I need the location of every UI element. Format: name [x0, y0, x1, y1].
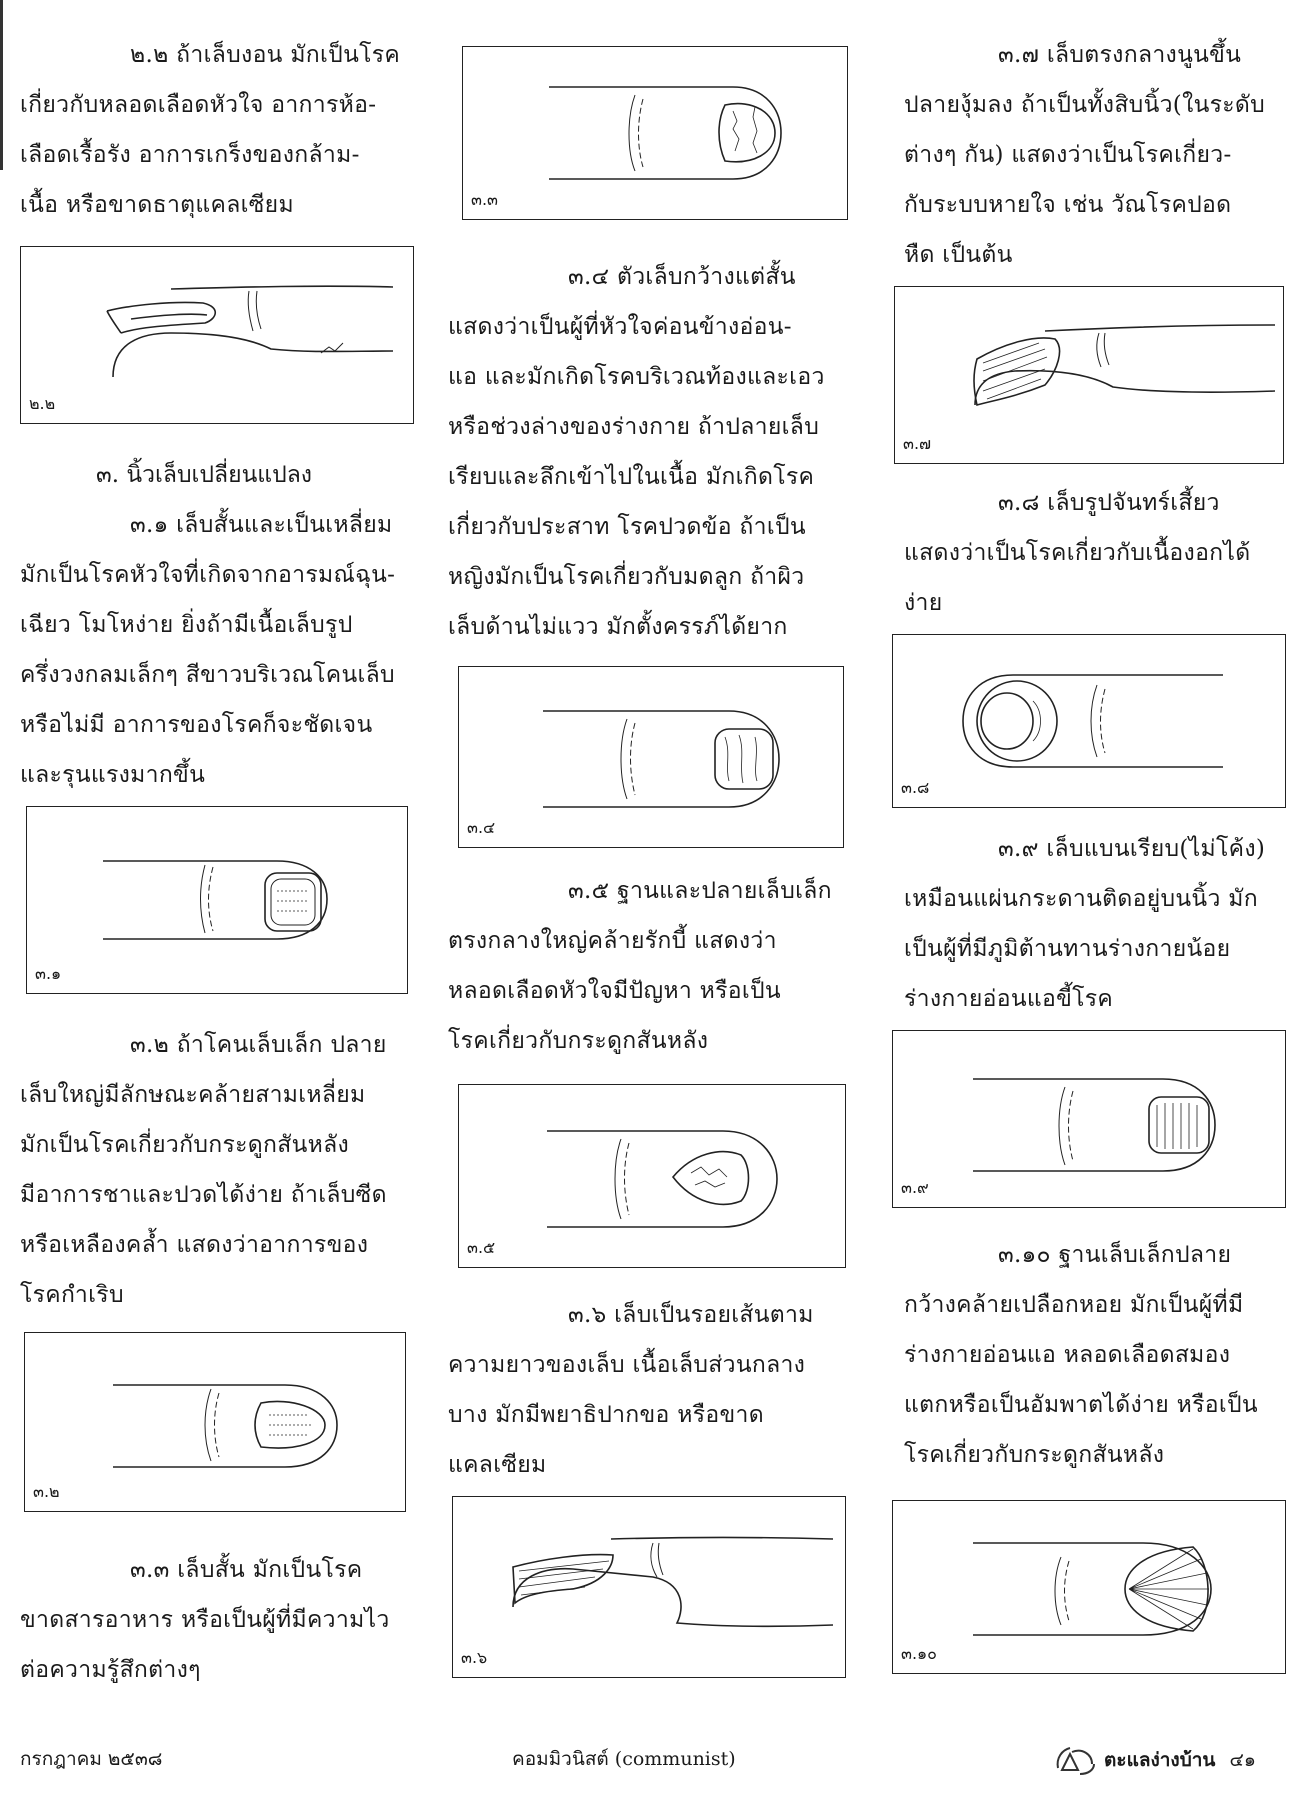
figure-label-3-8: ๓.๘ — [901, 778, 930, 797]
figure-label-2-2: ๒.๒ — [29, 394, 56, 413]
figure-3-10 — [892, 1500, 1286, 1674]
para-3-1-line-5: หรือไม่มี อาการของโรคก็จะชัดเจน — [20, 712, 373, 738]
para-3-7-line-1: ๓.๗ เล็บตรงกลางนูนขึ้น — [998, 42, 1242, 68]
footer-date: กรกฎาคม ๒๕๓๘ — [20, 1748, 163, 1770]
para-3-8-line-2: แสดงว่าเป็นโรคเกี่ยวกับเนื้องอกได้ — [904, 540, 1251, 566]
para-3-4-line-1: ๓.๔ ตัวเล็บกว้างแต่สั้น — [568, 264, 796, 290]
figure-3-2 — [24, 1332, 406, 1512]
section-heading-3: ๓. นิ้วเล็บเปลี่ยนแปลง — [96, 462, 313, 488]
para-3-2-line-2: เล็บใหญ่มีลักษณะคล้ายสามเหลี่ยม — [20, 1082, 366, 1108]
finger-illustration-3-8 — [893, 635, 1285, 807]
finger-illustration-3-10 — [893, 1501, 1285, 1673]
para-3-2-line-3: มักเป็นโรคเกี่ยวกับกระดูกสันหลัง — [20, 1132, 350, 1158]
figure-3-9 — [892, 1030, 1286, 1208]
para-3-9-line-4: ร่างกายอ่อนแอขี้โรค — [904, 986, 1114, 1012]
para-3-5-line-1: ๓.๕ ฐานและปลายเล็บเล็ก — [568, 878, 832, 904]
para-3-4-line-3: แอ และมักเกิดโรคบริเวณท้องและเอว — [448, 364, 825, 390]
recycle-logo-icon — [1052, 1744, 1098, 1778]
finger-illustration-3-4 — [459, 667, 843, 847]
para-3-2-line-1: ๓.๒ ถ้าโคนเล็บเล็ก ปลาย — [130, 1032, 387, 1058]
para-3-7-line-4: กับระบบหายใจ เช่น วัณโรคปอด — [904, 192, 1232, 218]
para-3-7-line-5: หืด เป็นต้น — [904, 242, 1013, 268]
para-3-1-line-2: มักเป็นโรคหัวใจที่เกิดจากอารมณ์ฉุน- — [20, 562, 396, 588]
para-3-3-line-1: ๓.๓ เล็บสั้น มักเป็นโรค — [130, 1557, 363, 1583]
figure-3-5 — [458, 1084, 846, 1268]
finger-illustration-3-6 — [453, 1497, 845, 1677]
figure-3-4 — [458, 666, 844, 848]
finger-illustration-3-2 — [25, 1333, 405, 1511]
figure-3-3 — [462, 46, 848, 220]
finger-illustration-3-1 — [27, 807, 407, 993]
page-edge-mark — [0, 0, 3, 170]
para-3-1-line-1: ๓.๑ เล็บสั้นและเป็นเหลี่ยม — [130, 512, 393, 538]
para-3-10-line-3: ร่างกายอ่อนแอ หลอดเลือดสมอง — [904, 1342, 1231, 1368]
para-3-3-line-2: ขาดสารอาหาร หรือเป็นผู้ที่มีความไว — [20, 1607, 390, 1633]
para-3-1-line-4: ครึ่งวงกลมเล็กๆ สีขาวบริเวณโคนเล็บ — [20, 662, 395, 688]
para-3-6-line-1: ๓.๖ เล็บเป็นรอยเส้นตาม — [568, 1302, 814, 1328]
figure-label-3-5: ๓.๕ — [467, 1238, 496, 1257]
figure-3-8 — [892, 634, 1286, 808]
footer-brand — [1052, 1744, 1256, 1778]
finger-illustration-2-2 — [21, 247, 413, 423]
figure-label-3-4: ๓.๔ — [467, 818, 496, 837]
para-3-6-line-3: บาง มักมีพยาธิปากขอ หรือขาด — [448, 1402, 764, 1428]
para-3-5-line-3: หลอดเลือดหัวใจมีปัญหา หรือเป็น — [448, 978, 781, 1004]
para-3-8-line-1: ๓.๘ เล็บรูปจันทร์เสี้ยว — [998, 490, 1220, 516]
finger-illustration-3-7 — [895, 287, 1283, 463]
para-3-4-line-5: เรียบและลึกเข้าไปในเนื้อ มักเกิดโรค — [448, 464, 815, 490]
para-3-2-line-4: มีอาการชาและปวดได้ง่าย ถ้าเล็บซีด — [20, 1182, 387, 1208]
para-2-2-line-2: เกี่ยวกับหลอดเลือดหัวใจ อาการห้อ- — [20, 92, 377, 118]
para-3-10-line-1: ๓.๑๐ ฐานเล็บเล็กปลาย — [998, 1242, 1232, 1268]
finger-illustration-3-3 — [463, 47, 847, 219]
para-3-10-line-4: แตกหรือเป็นอัมพาตได้ง่าย หรือเป็น — [904, 1392, 1258, 1418]
para-2-2-line-4: เนื้อ หรือขาดธาตุแคลเซียม — [20, 192, 294, 218]
footer-magazine: คอมมิวนิสต์ (communist) — [512, 1748, 736, 1770]
para-3-9-line-2: เหมือนแผ่นกระดานติดอยู่บนนิ้ว มัก — [904, 886, 1258, 912]
figure-label-3-6: ๓.๖ — [461, 1648, 488, 1667]
finger-illustration-3-9 — [893, 1031, 1285, 1207]
figure-label-3-3: ๓.๓ — [471, 190, 498, 209]
figure-3-7 — [894, 286, 1284, 464]
para-3-3-line-3: ต่อความรู้สึกต่างๆ — [20, 1657, 201, 1683]
para-3-4-line-4: หรือช่วงล่างของร่างกาย ถ้าปลายเล็บ — [448, 414, 820, 440]
para-3-6-line-4: แคลเซียม — [448, 1452, 547, 1478]
footer-page-number: ๔๑ — [1229, 1749, 1256, 1771]
footer-brand-name: ตะแลง่างบ้าน — [1104, 1749, 1216, 1771]
para-3-4-line-8: เล็บด้านไม่แวว มักตั้งครรภ์ได้ยาก — [448, 614, 788, 640]
para-2-2-line-1: ๒.๒ ถ้าเล็บงอน มักเป็นโรค — [130, 42, 401, 68]
para-3-5-line-2: ตรงกลางใหญ่คล้ายรักบี้ แสดงว่า — [448, 928, 777, 954]
para-3-1-line-6: และรุนแรงมากขึ้น — [20, 762, 206, 788]
figure-3-1 — [26, 806, 408, 994]
figure-label-3-7: ๓.๗ — [903, 434, 932, 453]
para-3-7-line-2: ปลายงุ้มลง ถ้าเป็นทั้งสิบนิ้ว(ในระดับ — [904, 92, 1266, 118]
para-3-2-line-6: โรคกำเริบ — [20, 1282, 124, 1308]
para-3-10-line-2: กว้างคล้ายเปลือกหอย มักเป็นผู้ที่มี — [904, 1292, 1244, 1318]
figure-3-6 — [452, 1496, 846, 1678]
para-3-7-line-3: ต่างๆ กัน) แสดงว่าเป็นโรคเกี่ยว- — [904, 142, 1232, 168]
para-3-4-line-6: เกี่ยวกับประสาท โรคปวดข้อ ถ้าเป็น — [448, 514, 806, 540]
para-3-6-line-2: ความยาวของเล็บ เนื้อเล็บส่วนกลาง — [448, 1352, 806, 1378]
figure-2-2 — [20, 246, 414, 424]
para-3-1-line-3: เฉียว โมโหง่าย ยิ่งถ้ามีเนื้อเล็บรูป — [20, 612, 353, 638]
para-3-9-line-3: เป็นผู้ที่มีภูมิต้านทานร่างกายน้อย — [904, 936, 1231, 962]
finger-illustration-3-5 — [459, 1085, 845, 1267]
para-2-2-line-3: เลือดเรื้อรัง อาการเกร็งของกล้าม- — [20, 142, 360, 168]
figure-label-3-2: ๓.๒ — [33, 1482, 60, 1501]
para-3-2-line-5: หรือเหลืองคล้ำ แสดงว่าอาการของ — [20, 1232, 369, 1258]
para-3-4-line-7: หญิงมักเป็นโรคเกี่ยวกับมดลูก ถ้าผิว — [448, 564, 805, 590]
para-3-10-line-5: โรคเกี่ยวกับกระดูกสันหลัง — [904, 1442, 1165, 1468]
para-3-8-line-3: ง่าย — [904, 590, 943, 616]
para-3-9-line-1: ๓.๙ เล็บแบนเรียบ(ไม่โค้ง) — [998, 836, 1266, 862]
figure-label-3-10: ๓.๑๐ — [901, 1644, 937, 1663]
figure-label-3-1: ๓.๑ — [35, 964, 62, 983]
figure-label-3-9: ๓.๙ — [901, 1178, 929, 1197]
para-3-4-line-2: แสดงว่าเป็นผู้ที่หัวใจค่อนข้างอ่อน- — [448, 314, 792, 340]
para-3-5-line-4: โรคเกี่ยวกับกระดูกสันหลัง — [448, 1028, 709, 1054]
